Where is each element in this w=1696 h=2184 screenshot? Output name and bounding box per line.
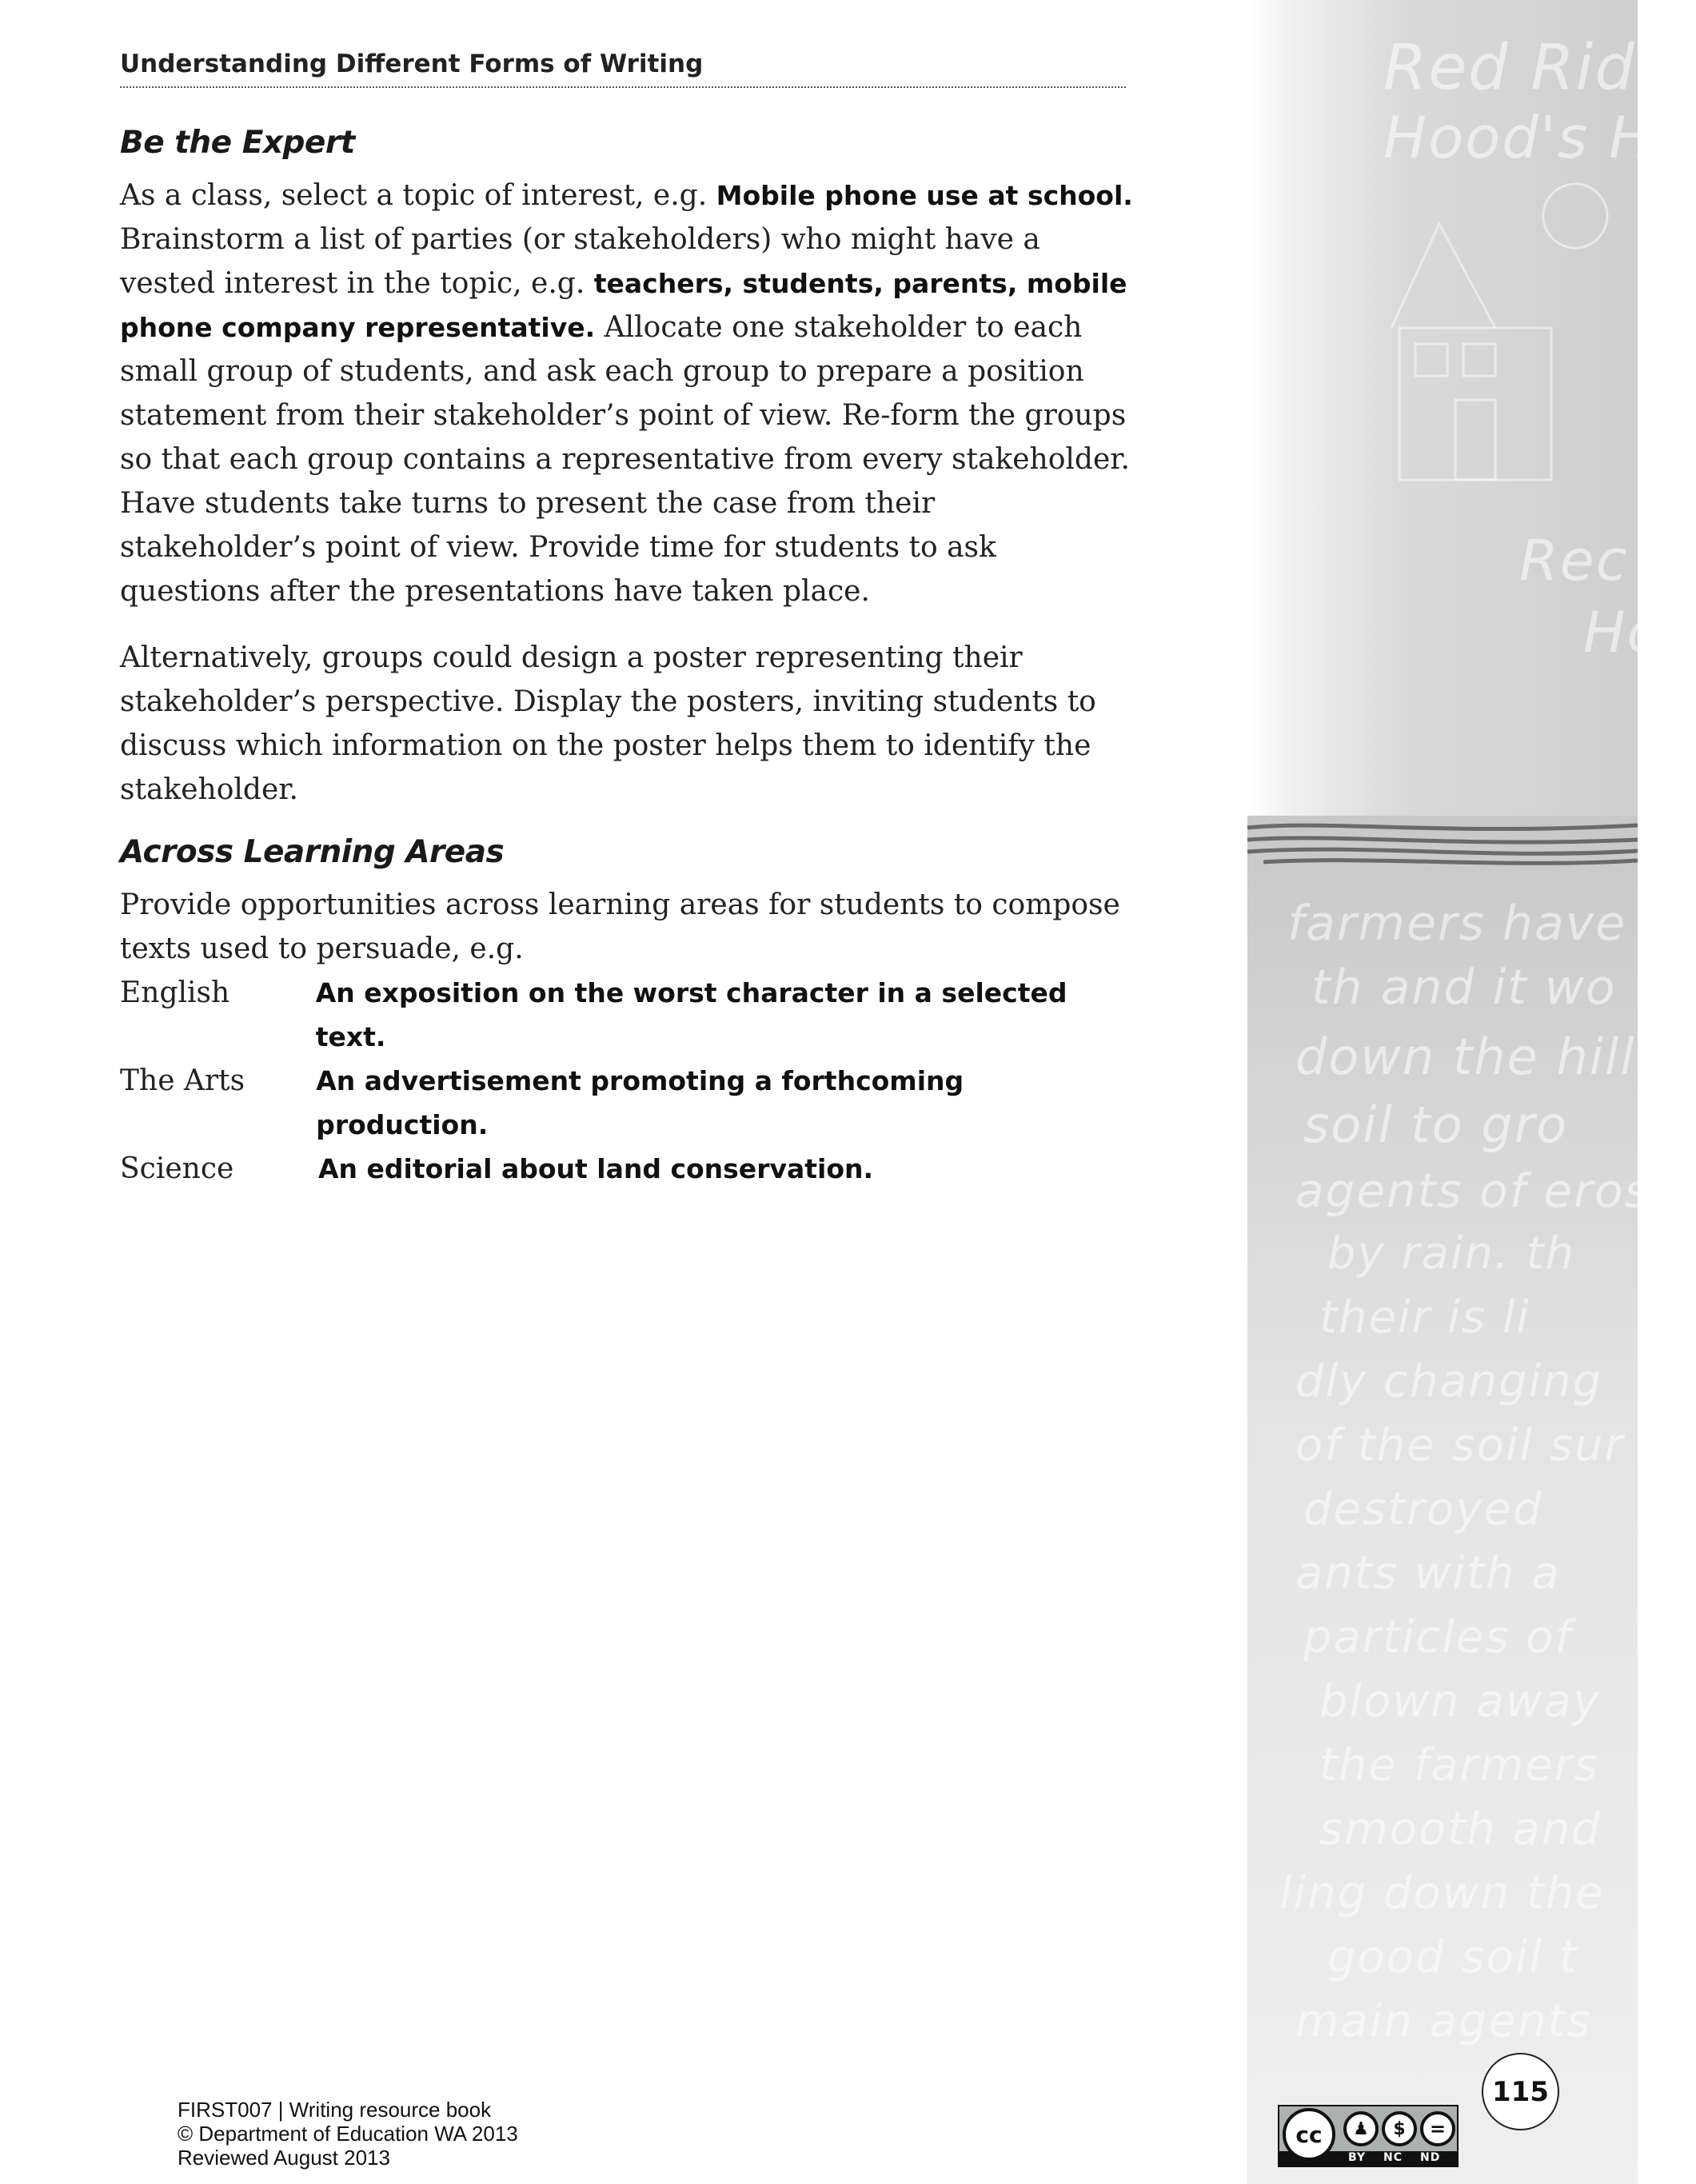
be-the-expert-paragraph-2: Alternatively, groups could design a poster representing their stakeholder’s perspective. Display the posters, inviting students to discuss which information on the poster helps them to identify the stakeholder.	[120, 641, 1096, 806]
page-number: 115	[1482, 2053, 1559, 2130]
handwriting-line: Rec	[1519, 528, 1629, 593]
handwriting-line: dly changing	[1295, 1356, 1603, 1407]
paragraph-text: Brainstorm a list of parties (or stakeholders) who might have a vested interest in the topic, e.g.	[120, 223, 1040, 300]
handwriting-line: destroyed	[1303, 1483, 1543, 1535]
footer-line: © Department of Education WA 2013	[178, 2122, 518, 2146]
cc-logo-icon: cc	[1283, 2108, 1335, 2161]
handwriting-line: smooth and	[1319, 1803, 1602, 1855]
noderivatives-icon: =	[1420, 2111, 1455, 2146]
learning-area-name: Science	[120, 1152, 234, 1185]
handwriting-line: of the soil sur	[1295, 1419, 1625, 1471]
paragraph-text: As a class, select a topic of interest, e.g.	[120, 179, 716, 212]
handwriting-line: Hood's Ho	[1383, 104, 1691, 171]
handwriting-line: agents of eros	[1295, 1164, 1650, 1218]
be-the-expert-heading: Be the Expert	[120, 125, 355, 161]
running-head: Understanding Different Forms of Writing	[120, 50, 1126, 88]
main-content	[120, 125, 1135, 1191]
handwriting-line: Red Ridin	[1383, 32, 1696, 104]
house-drawing	[1375, 192, 1615, 480]
scribble-lines	[1247, 816, 1638, 872]
learning-area-examples	[120, 971, 1135, 1191]
handwriting-line: particles of	[1303, 1611, 1573, 1663]
handwriting-line: by rain. th	[1327, 1228, 1575, 1280]
learning-area-name: The Arts	[120, 1064, 245, 1097]
handwriting-line: main agents	[1295, 1995, 1592, 2047]
learning-area-row	[120, 971, 1135, 1059]
example-stakeholders: teachers, students, parents, mobile phone company representative.	[120, 268, 1127, 343]
handwriting-line: the farmers	[1319, 1739, 1599, 1791]
learning-area-row	[120, 1147, 1135, 1191]
across-learning-areas-intro: Provide opportunities across learning areas for students to compose texts used to persuade, e.g.	[120, 888, 1120, 965]
handwriting-line: Ho	[1583, 600, 1663, 665]
handwriting-line: their is li	[1319, 1292, 1530, 1344]
license-label: BY	[1348, 2151, 1367, 2164]
handwriting-line: farmers have g	[1287, 896, 1676, 952]
license-labels	[1348, 2151, 1440, 2164]
noncommercial-icon: $	[1382, 2111, 1417, 2146]
handwriting-line: th and it wo	[1311, 960, 1617, 1016]
footer-line: FIRST007 | Writing resource book	[178, 2098, 492, 2122]
learning-area-example: An editorial about land conservation.	[318, 1153, 874, 1184]
handwriting-line: down the hill	[1295, 1028, 1636, 1086]
across-learning-areas-heading: Across Learning Areas	[120, 834, 505, 870]
decorative-side-panel	[1247, 0, 1696, 2184]
creative-commons-license-badge[interactable]	[1278, 2105, 1459, 2167]
learning-area-name: English	[120, 976, 230, 1009]
learning-area-example: An advertisement promoting a forthcoming production.	[316, 1065, 964, 1140]
handwriting-line: blown away	[1319, 1675, 1602, 1727]
license-label: NC	[1383, 2151, 1403, 2164]
handwriting-line: ling down the	[1279, 1867, 1605, 1919]
be-the-expert-paragraph-1	[120, 174, 1135, 613]
attribution-icon: ♟	[1343, 2111, 1379, 2146]
paragraph-text: Allocate one stakeholder to each small group of students, and ask each group to prepare a position statement from their stakeholder’s point of view. Re-form the groups so that each group contains a representative from every stakeholder. Have students take turns to present the case from their stakeholder’s point of view. Provide time for students to ask questions after the presentations have taken place.	[120, 311, 1130, 608]
handwriting-line: ants with a	[1295, 1547, 1561, 1599]
learning-area-example: An exposition on the worst character in a selected text.	[315, 977, 1067, 1052]
license-label: ND	[1420, 2151, 1441, 2164]
handwriting-line: good soil t	[1327, 1931, 1578, 1983]
footer-line: Reviewed August 2013	[178, 2146, 390, 2170]
example-topic: Mobile phone use at school.	[716, 180, 1133, 211]
learning-area-row	[120, 1059, 1135, 1147]
handwriting-line: soil to gro	[1303, 1096, 1569, 1154]
footer-metadata	[178, 2098, 518, 2170]
